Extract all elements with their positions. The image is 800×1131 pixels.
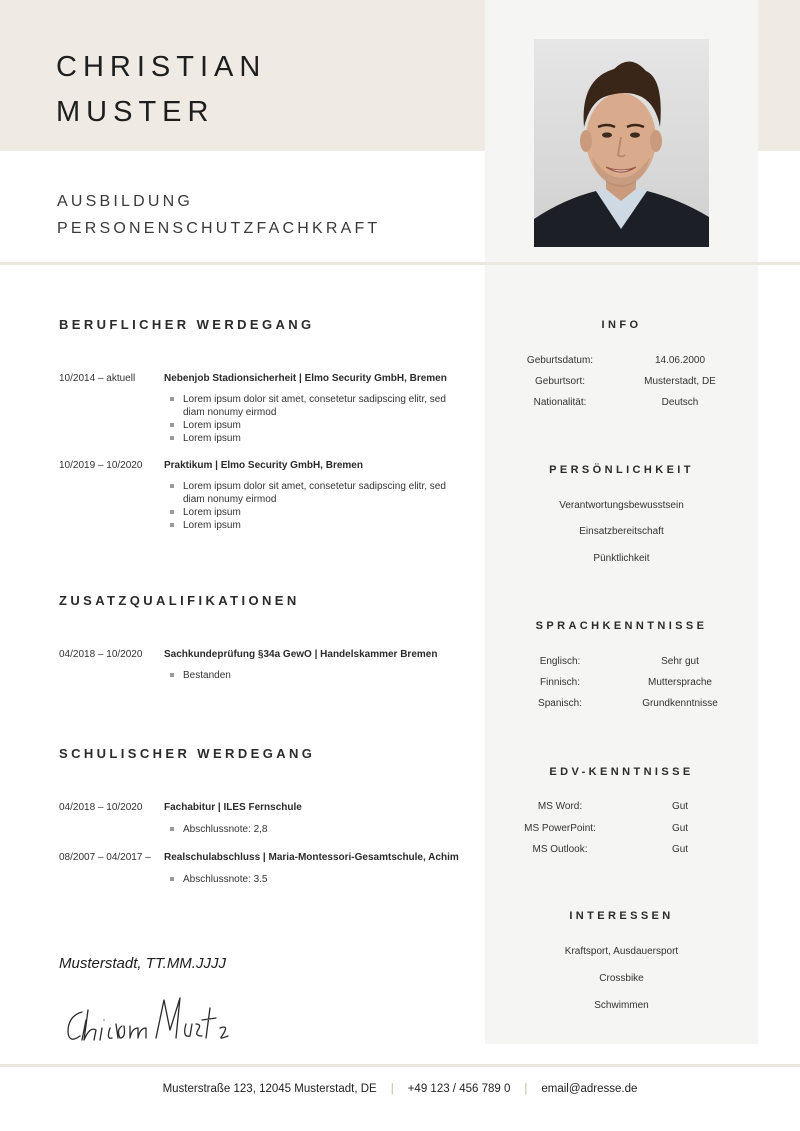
- info-value: 14.06.2000: [654, 355, 706, 366]
- list-item: Abschlussnote: 3.5: [170, 873, 450, 886]
- interest-item: Kraftsport, Ausdauersport: [564, 946, 679, 957]
- interest-item: Crossbike: [599, 973, 644, 984]
- info-key: Geburtsort:: [534, 376, 586, 387]
- section-title-career: BERUFLICHER WERDEGANG: [59, 317, 315, 332]
- portrait-illustration: [534, 39, 709, 247]
- list-item: Bestanden: [170, 669, 450, 682]
- section-title-qualifications: ZUSATZQUALIFIKATIONEN: [59, 593, 300, 608]
- list-item: Lorem ipsum: [170, 506, 450, 519]
- list-item: Lorem ipsum dolor sit amet, consetetur sadipscing elitr, sed diam nonumy eirmod: [170, 480, 450, 506]
- footer-separator: |: [390, 1083, 394, 1095]
- header-divider: [0, 262, 800, 265]
- footer-email[interactable]: email@adresse.de: [541, 1083, 638, 1095]
- section-title-school: SCHULISCHER WERDEGANG: [59, 746, 316, 761]
- info-value: Deutsch: [661, 397, 699, 408]
- school-entry-1-date: 04/2018 – 10/2020: [59, 802, 143, 813]
- school-entry-1-title: Fachabitur | ILES Fernschule: [164, 802, 302, 813]
- school-entry-2-date: 08/2007 – 04/2017 –: [59, 852, 151, 863]
- personality-item: Einsatzbereitschaft: [579, 526, 664, 537]
- language-key: Finnisch:: [539, 677, 580, 688]
- list-item: Lorem ipsum: [170, 432, 450, 445]
- career-entry-2-title: Praktikum | Elmo Security GmbH, Bremen: [164, 460, 363, 471]
- sidebar-title-interests: INTERESSEN: [569, 910, 674, 922]
- sidebar-title-info: INFO: [601, 319, 642, 331]
- sidebar-title-languages: SPRACHKENNTNISSE: [535, 620, 708, 632]
- first-name: CHRISTIAN: [56, 51, 267, 83]
- qualification-entry-1-date: 04/2018 – 10/2020: [59, 649, 143, 660]
- personality-item: Verantwortungsbewusstsein: [559, 500, 684, 511]
- language-key: Spanisch:: [538, 698, 582, 709]
- profile-photo: [534, 39, 709, 247]
- qualification-entry-1-title: Sachkundeprüfung §34a GewO | Handelskammer Bremen: [164, 649, 438, 660]
- list-item: Abschlussnote: 2,8: [170, 823, 450, 836]
- footer-contact: [0, 1084, 800, 1096]
- school-entry-2-title: Realschulabschluss | Maria-Montessori-Gesamtschule, Achim: [164, 852, 459, 863]
- subtitle-line-1: AUSBILDUNG: [57, 193, 194, 210]
- school-entry-1-bullets: [170, 823, 450, 836]
- sidebar-title-it-skills: EDV-KENNTNISSE: [549, 766, 694, 778]
- info-key: Nationalität:: [533, 397, 587, 408]
- it-skill-value: Gut: [671, 844, 689, 855]
- career-entry-1-date: 10/2014 – aktuell: [59, 373, 136, 384]
- personality-item: Pünktlichkeit: [593, 553, 650, 564]
- qualification-entry-1-bullets: [170, 669, 450, 682]
- last-name: MUSTER: [56, 96, 215, 128]
- career-entry-1-bullets: [170, 393, 450, 445]
- interest-item: Schwimmen: [594, 1000, 649, 1011]
- list-item: Lorem ipsum: [170, 519, 450, 532]
- info-key: Geburtsdatum:: [526, 355, 594, 366]
- info-value: Musterstadt, DE: [644, 376, 716, 387]
- it-skill-value: Gut: [671, 823, 689, 834]
- language-key: Englisch:: [539, 656, 581, 667]
- career-entry-2-date: 10/2019 – 10/2020: [59, 460, 143, 471]
- it-skill-key: MS PowerPoint:: [524, 823, 596, 834]
- list-item: Lorem ipsum dolor sit amet, consetetur sadipscing elitr, sed diam nonumy eirmod: [170, 393, 450, 419]
- footer-divider: [0, 1064, 800, 1067]
- footer-address: Musterstraße 123, 12045 Musterstadt, DE: [162, 1083, 377, 1095]
- footer-separator: |: [524, 1083, 528, 1095]
- language-value: Grundkenntnisse: [642, 698, 718, 709]
- footer-phone[interactable]: +49 123 / 456 789 0: [407, 1083, 511, 1095]
- school-entry-2-bullets: [170, 873, 450, 886]
- place-date: Musterstadt, TT.MM.JJJJ: [59, 955, 226, 972]
- career-entry-2-bullets: [170, 480, 450, 532]
- signature-graphic: [60, 990, 230, 1050]
- sidebar-title-personality: PERSÖNLICHKEIT: [549, 464, 694, 476]
- it-skill-key: MS Outlook:: [532, 844, 588, 855]
- handwritten-signature: [60, 990, 230, 1050]
- language-value: Sehr gut: [661, 656, 699, 667]
- list-item: Lorem ipsum: [170, 419, 450, 432]
- it-skill-key: MS Word:: [537, 801, 583, 812]
- career-entry-1-title: Nebenjob Stadionsicherheit | Elmo Security GmbH, Bremen: [164, 373, 447, 384]
- it-skill-value: Gut: [671, 801, 689, 812]
- subtitle-line-2: PERSONENSCHUTZFACHKRAFT: [57, 220, 381, 237]
- language-value: Muttersprache: [648, 677, 712, 688]
